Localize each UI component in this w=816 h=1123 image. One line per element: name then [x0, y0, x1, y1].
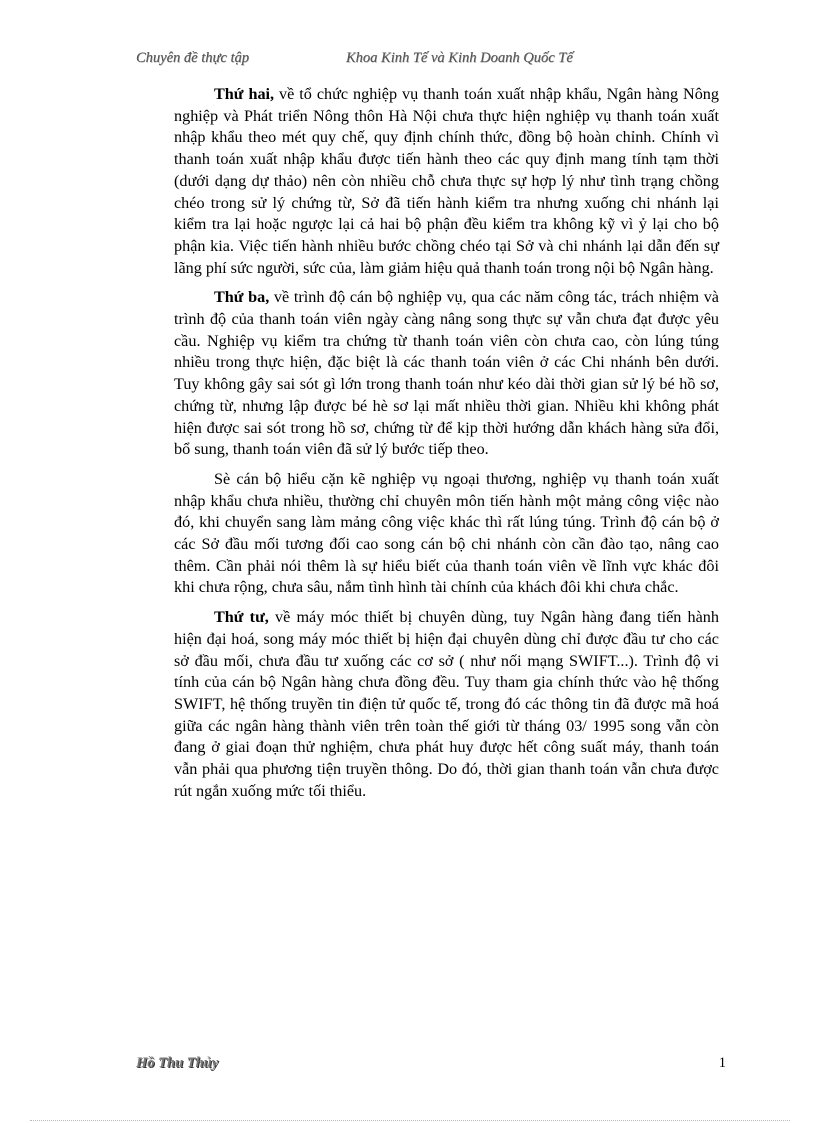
- footer-author: Hồ Thu Thủy: [136, 1055, 219, 1071]
- paragraph-lead: Thứ hai,: [214, 85, 275, 103]
- paragraph-lead: Thứ tư,: [214, 608, 269, 627]
- paragraph-lead: Thứ ba,: [214, 288, 270, 307]
- header-report-title: Chuyên đề thực tập: [136, 50, 250, 66]
- page-bottom-divider: [30, 1120, 790, 1121]
- paragraph-text: về máy móc thiết bị chuyên dùng, tuy Ngân hàng đang tiến hành hiện đại hoá, song máy móc thiết bị hiện đại chuyên dùng chỉ được đầu tư cho các sở đầu mối, chưa đầu tư xuống các cơ sở ( như nối mạng SWIFT...). Trình độ vi tính của cán bộ Ngân hàng chưa đồng đều. Tuy tham gia chính thức vào hệ thống SWIFT, hệ thống truyền tin điện tử quốc tế, trong đó các thông tin đã được mã hoá giữa các ngân hàng thành viên trên toàn thế giới từ tháng 03/ 1995 song vẫn còn đang ở giai đoạn thử nghiệm, chưa phát huy được hết công suất máy, thanh toán vẫn phải qua phương tiện truyền thông. Do đó, thời gian thanh toán vẫn chưa được rút ngắn xuống mức tối thiểu.: [174, 608, 719, 800]
- header-faculty-name: Khoa Kinh Tế và Kinh Doanh Quốc Tế: [346, 50, 573, 66]
- page-number: 1: [718, 1055, 726, 1071]
- paragraph-can-bo: [174, 469, 719, 599]
- page-footer: [136, 1055, 726, 1077]
- document-body: [174, 84, 719, 811]
- paragraph-thu-hai: [174, 84, 719, 279]
- paragraph-thu-tu: [174, 607, 719, 802]
- paragraph-thu-ba: [174, 287, 719, 461]
- paragraph-text: Sè cán bộ hiểu cặn kẽ nghiệp vụ ngoại thương, nghiệp vụ thanh toán xuất nhập khẩu chưa nhiều, thường chỉ chuyên môn tiến hành một mảng công việc nào đó, khi chuyển sang làm mảng công việc khác thì rất lúng túng. Trình độ cán bộ ở các Sở đầu mối tương đối cao song cán bộ chi nhánh còn cần đào tạo, nâng cao thêm. Cần phải nói thêm là sự hiểu biết của thanh toán viên về lĩnh vực khác đôi khi chưa rộng, chưa sâu, nắm tình hình tài chính của khách đôi khi chưa chắc.: [174, 469, 719, 597]
- paragraph-text: về tổ chức nghiệp vụ thanh toán xuất nhập khẩu, Ngân hàng Nông nghiệp và Phát triển Nông thôn Hà Nội chưa thực hiện nghiệp vụ thanh toán xuất nhập khẩu theo mét quy chế, quy định chính thức, đồng bộ hoàn chỉnh. Chính vì thanh toán xuất nhập khẩu được tiến hành theo các quy định mang tính tạm thời (dưới dạng dự thảo) nên còn nhiều chỗ chưa thực sự hợp lý như tình trạng chồng chéo trong sử lý chứng từ, Sở đã tiến hành kiểm tra nhưng xuống chi nhánh lại kiểm tra lại hoặc ngược lại cả hai bộ phận đều kiểm tra không kỹ vì ỷ lại cho bộ phận kia. Việc tiến hành nhiều bước chồng chéo tại Sở và chi nhánh lại dẫn đến sự lãng phí sức người, sức của, làm giảm hiệu quả thanh toán trong nội bộ Ngân hàng.: [174, 85, 719, 277]
- paragraph-text: về trình độ cán bộ nghiệp vụ, qua các năm công tác, trách nhiệm và trình độ của thanh toán viên ngày càng nâng song thực sự vẫn chưa đạt được yêu cầu. Nghiệp vụ kiểm tra chứng từ thanh toán viên còn chưa cao, còn lúng túng nhiều trong thực hiện, đặc biệt là các thanh toán viên ở các Chi nhánh bên dưới. Tuy không gây sai sót gì lớn trong thanh toán như kéo dài thời gian sử lý bé hồ sơ, chứng từ, nhưng lập được bé hè sơ lại mất nhiều thời gian. Nhiều khi không phát hiện được sai sót trong hồ sơ, chứng từ để kịp thời hướng dẫn khách hàng sửa đổi, bổ sung, thanh toán viên đã sử lý bước tiếp theo.: [174, 288, 719, 459]
- page-header: [136, 50, 676, 72]
